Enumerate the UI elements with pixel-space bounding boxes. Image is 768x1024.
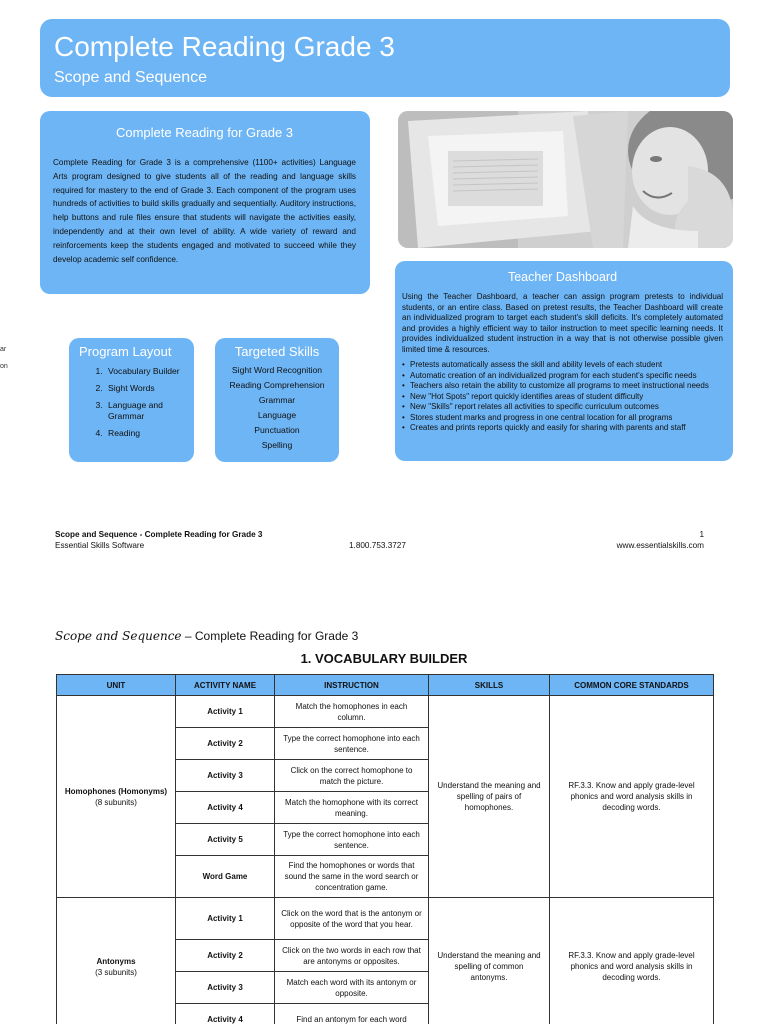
skill-item: Reading Comprehension (229, 380, 325, 390)
program-layout-item: 2. Sight Words (105, 383, 186, 394)
program-layout-item: 4. Reading (105, 428, 186, 439)
dashboard-bullets (402, 360, 723, 434)
column-header: ACTIVITY NAME (176, 675, 275, 696)
column-header: SKILLS (429, 675, 550, 696)
dashboard-bullet: • Teachers also retain the ability to customize all programs to meet instructional needs (402, 381, 723, 392)
unit-name: Homophones (Homonyms) (64, 786, 168, 796)
scope-table (56, 674, 714, 1024)
instruction-cell: Click on the word that is the antonym or opposite of the word that you hear. (275, 898, 429, 940)
document-subtitle: Scope and Sequence (54, 69, 208, 86)
instruction-cell: Click on the two words in each row that are antonyms or opposites. (275, 940, 429, 972)
dashboard-bullet: • New "Hot Spots" report quickly identifies areas of student difficulty (402, 392, 723, 403)
unit-cell (57, 696, 176, 898)
table-header-row (57, 675, 714, 696)
standard-cell: RF.3.3. Know and apply grade-level phonics and word analysis skills in decoding words. (550, 696, 714, 898)
scope-heading (55, 629, 358, 643)
table-row (57, 696, 714, 728)
skill-item: Language (257, 410, 297, 420)
intro-title: Complete Reading for Grade 3 (115, 125, 294, 140)
program-layout-card (69, 338, 194, 462)
table-row (57, 898, 714, 940)
column-header: UNIT (57, 675, 176, 696)
dashboard-bullet: • Stores student marks and progress in one central location for all programs (402, 413, 723, 424)
activity-name: Activity 1 (176, 898, 275, 940)
column-header: COMMON CORE STANDARDS (550, 675, 714, 696)
cutoff-text: on (0, 363, 8, 370)
dashboard-body: Using the Teacher Dashboard, a teacher can assign program pretests to individual students, or an entire class. Based on pretest results, the Teacher Dashboard will create an individualized program to target each student's skill deficits. It's completely automated and provides a highly efficient way to tailor instruction to meet specific learning needs. It provides individualized student instruction in a way that is not otherwise possible given limited time & resources. (402, 292, 723, 354)
skill-item: Sight Word Recognition (231, 365, 323, 375)
intro-body: Complete Reading for Grade 3 is a comprehensive (1100+ activities) Language Arts program designed to give students all of the reading and language skills required for mastery to the end of Grade 3. Each component of the program uses hundreds of activities to build skills gradually and sequentially. Auditory instructions, help buttons and rule files ensure that students will navigate the activities easily, independently and at their own level of ability. A wide variety of reward and reinforcements keep the students engaged and motivated to succeed while they develop academic self confidence. (53, 158, 356, 264)
section-title: 1. VOCABULARY BUILDER (300, 651, 468, 666)
page-number: 1 (699, 530, 704, 539)
activity-name: Activity 3 (176, 972, 275, 1004)
instruction-cell: Match the homophones in each column. (275, 696, 429, 728)
footer-phone: 1.800.753.3727 (349, 541, 406, 550)
program-layout-item: 1. Vocabulary Builder (105, 366, 186, 377)
unit-name: Antonyms (96, 956, 136, 966)
program-layout-title: Program Layout (79, 344, 172, 359)
standard-cell: RF.3.3. Know and apply grade-level phonics and word analysis skills in decoding words. (550, 898, 714, 1024)
targeted-skills-card (215, 338, 339, 462)
footer-company: Essential Skills Software (55, 540, 145, 550)
student-photo (398, 111, 733, 248)
footer-left (55, 530, 262, 551)
dashboard-bullet: • Pretests automatically assess the skill and ability levels of each student (402, 360, 723, 371)
instruction-cell: Match the homophone with its correct meaning. (275, 792, 429, 824)
skill-item: Spelling (261, 440, 293, 450)
intro-card (40, 111, 370, 294)
activity-name: Activity 3 (176, 760, 275, 792)
activity-name: Activity 2 (176, 728, 275, 760)
dashboard-bullet: • New "Skills" report relates all activities to specific curriculum outcomes (402, 402, 723, 413)
footer-right (617, 530, 704, 551)
activity-name: Activity 2 (176, 940, 275, 972)
targeted-skills-title: Targeted Skills (234, 344, 320, 359)
document-title: Complete Reading Grade 3 (54, 31, 395, 62)
instruction-cell: Find the homophones or words that sound the same in the word search or concentration game. (275, 856, 429, 898)
skills-cell: Understand the meaning and spelling of pairs of homophones. (429, 696, 550, 898)
instruction-cell: Find an antonym for each word (275, 1004, 429, 1024)
unit-subunits: (3 subunits) (95, 967, 137, 977)
unit-subunits: (8 subunits) (95, 797, 137, 807)
dashboard-title: Teacher Dashboard (507, 270, 618, 284)
program-layout-list (77, 366, 186, 439)
instruction-cell: Click on the correct homophone to match the picture. (275, 760, 429, 792)
skills-cell: Understand the meaning and spelling of common antonyms. (429, 898, 550, 1024)
instruction-cell: Type the correct homophone into each sentence. (275, 728, 429, 760)
activity-name: Activity 4 (176, 792, 275, 824)
footer-doc-title: Scope and Sequence - Complete Reading for Grade 3 (55, 530, 263, 539)
dashboard-bullet: • Automatic creation of an individualized program for each student's specific needs (402, 371, 723, 382)
skill-item: Grammar (258, 395, 296, 405)
teacher-dashboard-card (395, 261, 733, 461)
activity-name: Activity 4 (176, 1004, 275, 1024)
activity-name: Activity 5 (176, 824, 275, 856)
dashboard-bullet: • Creates and prints reports quickly and easily for sharing with parents and staff (402, 423, 723, 434)
instruction-cell: Match each word with its antonym or opposite. (275, 972, 429, 1004)
instruction-cell: Type the correct homophone into each sentence. (275, 824, 429, 856)
title-banner (40, 19, 730, 97)
unit-cell (57, 898, 176, 1024)
cutoff-text: ar (0, 346, 7, 353)
scope-subtitle: Complete Reading for Grade 3 (194, 629, 359, 643)
program-layout-item: 3. Language and Grammar (105, 400, 186, 422)
skill-item: Punctuation (254, 425, 300, 435)
activity-name: Activity 1 (176, 696, 275, 728)
column-header: INSTRUCTION (275, 675, 429, 696)
scope-separator: – (181, 629, 195, 643)
footer-website[interactable]: www.essentialskills.com (616, 540, 704, 550)
activity-name: Word Game (176, 856, 275, 898)
scope-script-title: Scope and Sequence (55, 629, 182, 643)
